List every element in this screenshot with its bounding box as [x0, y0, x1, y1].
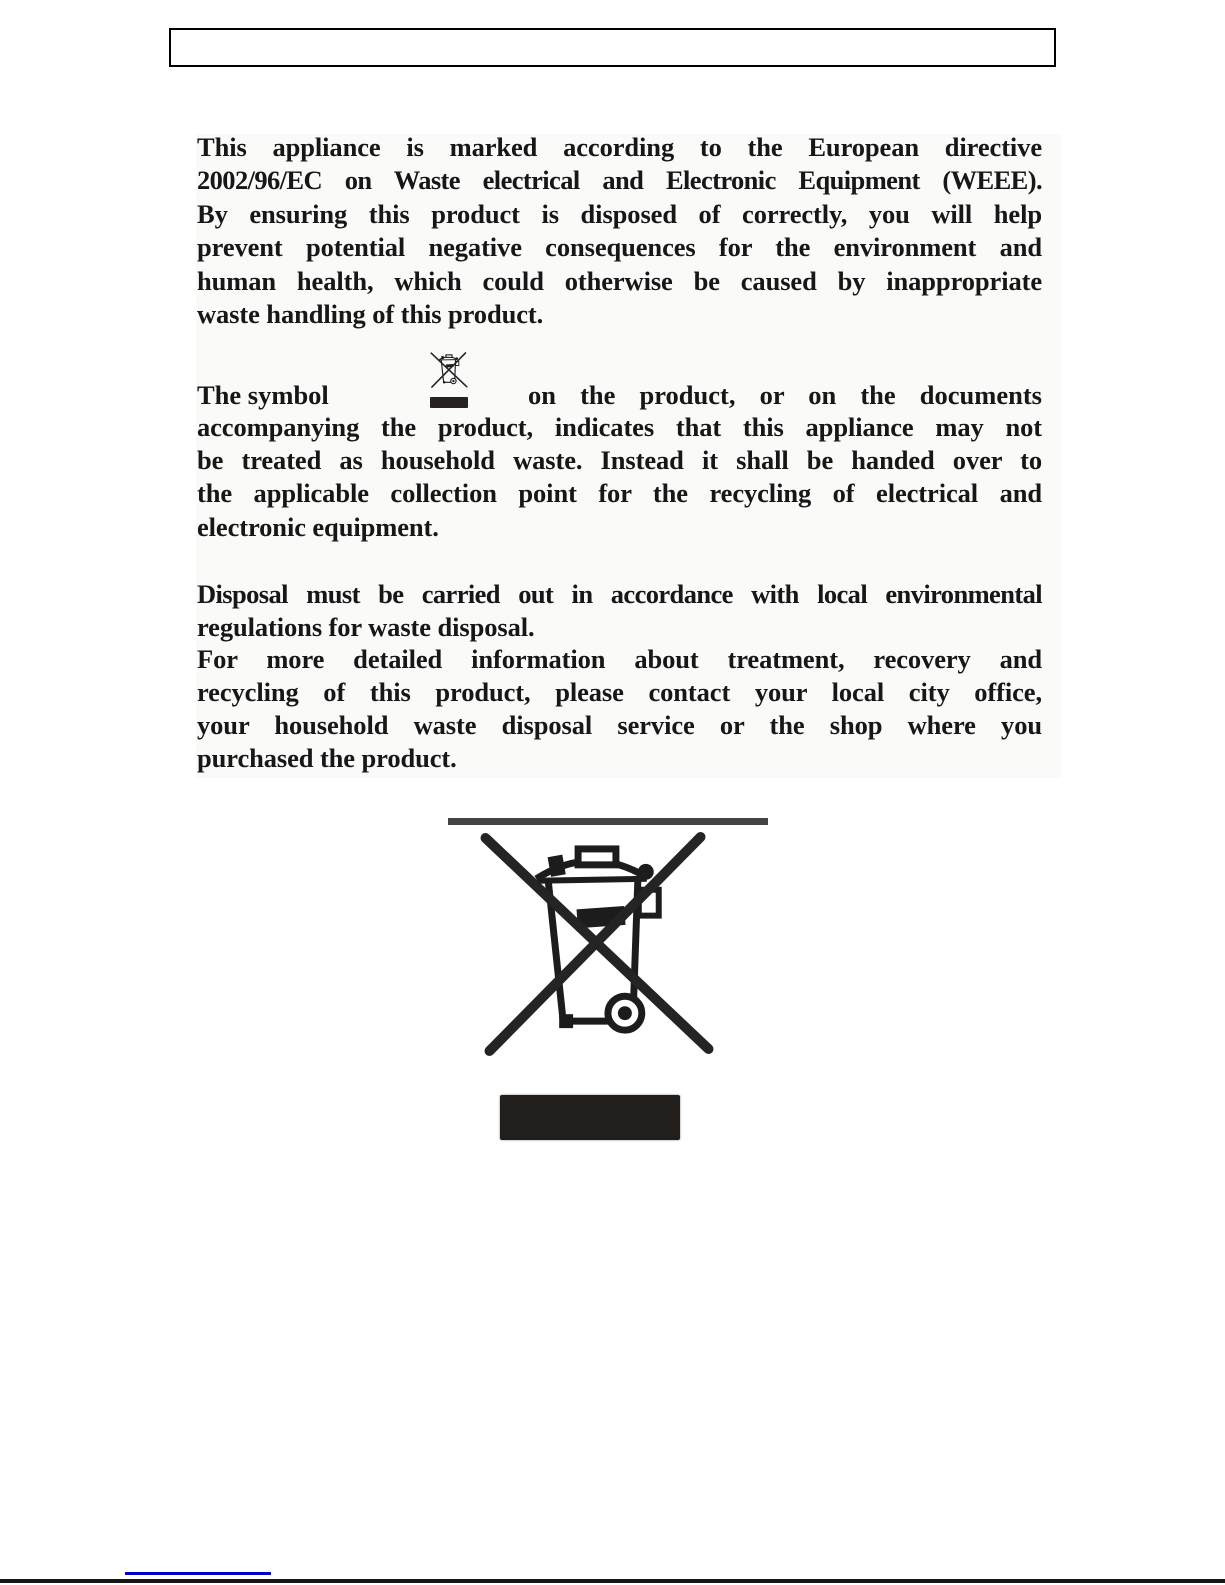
weee-crossed-out-bin-symbol [477, 832, 717, 1056]
text-line: regulations for waste disposal. [197, 611, 535, 642]
weee-paragraph-directive [197, 131, 1042, 331]
text-line: recycling of this product, please contact your local city office, [197, 677, 1042, 708]
weee-paragraph-disposal [197, 578, 1042, 774]
symbol-line-right-text: on the product, or on the documents [528, 380, 1042, 410]
text-line: waste handling of this product. [197, 299, 544, 330]
page-bottom-rule [0, 1579, 1225, 1583]
symbol-line-left-text: The symbol [197, 380, 329, 410]
text-line: human health, which could otherwise be caused by inappropriate [197, 265, 1042, 296]
text-line: This appliance is marked according to the European directive [197, 132, 1042, 162]
text-line: purchased the product. [197, 742, 457, 773]
header-box [169, 28, 1056, 67]
text-line: By ensuring this product is disposed of correctly, you will help [197, 198, 1042, 229]
text-line: your household waste disposal service or the shop where you [197, 709, 1042, 740]
text-line: electronic equipment. [197, 511, 439, 542]
text-line: Disposal must be carried out in accordance with local environmental [197, 579, 1042, 609]
footer-link-underline[interactable] [125, 1572, 271, 1575]
weee-black-bar [500, 1095, 680, 1140]
symbol-top-rule [448, 818, 768, 825]
text-line: For more detailed information about treatment, recovery and [197, 644, 1042, 675]
text-line: accompanying the product, indicates that this appliance may not [197, 412, 1042, 442]
crossed-out-wheelie-bin-icon [430, 352, 468, 388]
text-line: 2002/96/EC on Waste electrical and Electronic Equipment (WEEE). [197, 165, 1042, 196]
weee-paragraph-symbol-line [197, 352, 1042, 408]
weee-crossed-out-bin-inline-icon [430, 352, 468, 408]
text-line: the applicable collection point for the recycling of electrical and [197, 478, 1042, 509]
weee-paragraph-symbol-rest [197, 411, 1042, 544]
weee-black-bar-icon [430, 397, 468, 408]
text-line: prevent potential negative consequences for the environment and [197, 232, 1042, 263]
text-line: be treated as household waste. Instead it shall be handed over to [197, 445, 1042, 476]
